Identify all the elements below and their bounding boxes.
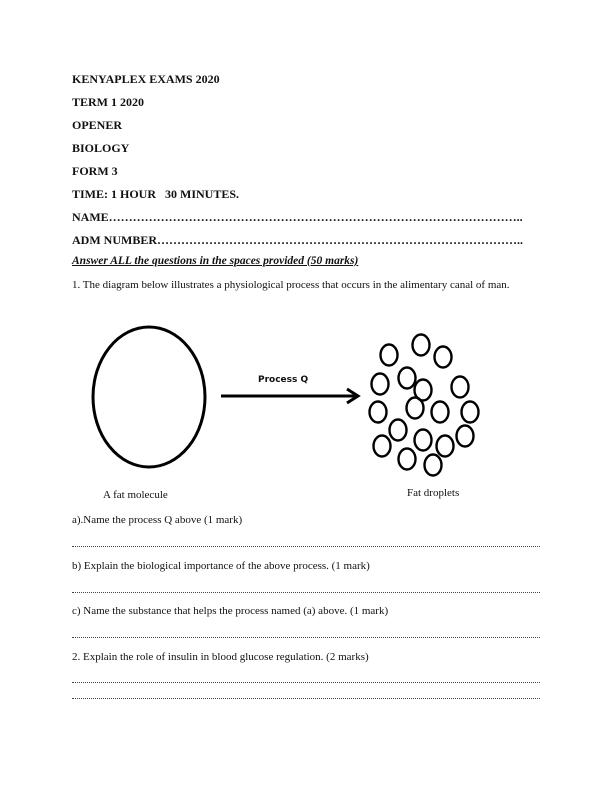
time-label: TIME: 1 HOUR 30 MINUTES. [72, 187, 240, 201]
fat-droplets-label: Fat droplets [407, 487, 460, 499]
fat-molecule-label: A fat molecule [103, 489, 168, 501]
process-q-label: Process Q [258, 375, 309, 385]
question-1-text: 1. The diagram below illustrates a physiological process that occurs in the alimentary canal of man. [72, 279, 510, 291]
answer-line-2a[interactable] [72, 682, 540, 683]
exam-type: OPENER [72, 118, 123, 132]
term-label: TERM 1 2020 [72, 95, 144, 109]
answer-line-1b[interactable] [72, 592, 540, 593]
answer-line-1a[interactable] [72, 546, 540, 547]
question-1b: b) Explain the biological importance of the above process. (1 mark) [72, 560, 370, 572]
adm-number-field[interactable]: ADM NUMBER……………………………………………………………………………….. [72, 233, 523, 247]
subject-label: BIOLOGY [72, 141, 130, 155]
question-1c: c) Name the substance that helps the process named (a) above. (1 mark) [72, 605, 389, 617]
question-2: 2. Explain the role of insulin in blood glucose regulation. (2 marks) [72, 651, 369, 663]
exam-title: KENYAPLEX EXAMS 2020 [72, 72, 220, 86]
fat-droplets [370, 335, 479, 476]
answer-line-2b[interactable] [72, 698, 540, 699]
answer-line-1c[interactable] [72, 637, 540, 638]
fat-molecule-shape [93, 327, 205, 467]
form-label: FORM 3 [72, 164, 118, 178]
question-1a: a).Name the process Q above (1 mark) [72, 514, 243, 526]
instruction: Answer ALL the questions in the spaces provided (50 marks) [72, 255, 359, 267]
name-field[interactable]: NAME………………………………………………………………………………………….. [72, 210, 523, 224]
